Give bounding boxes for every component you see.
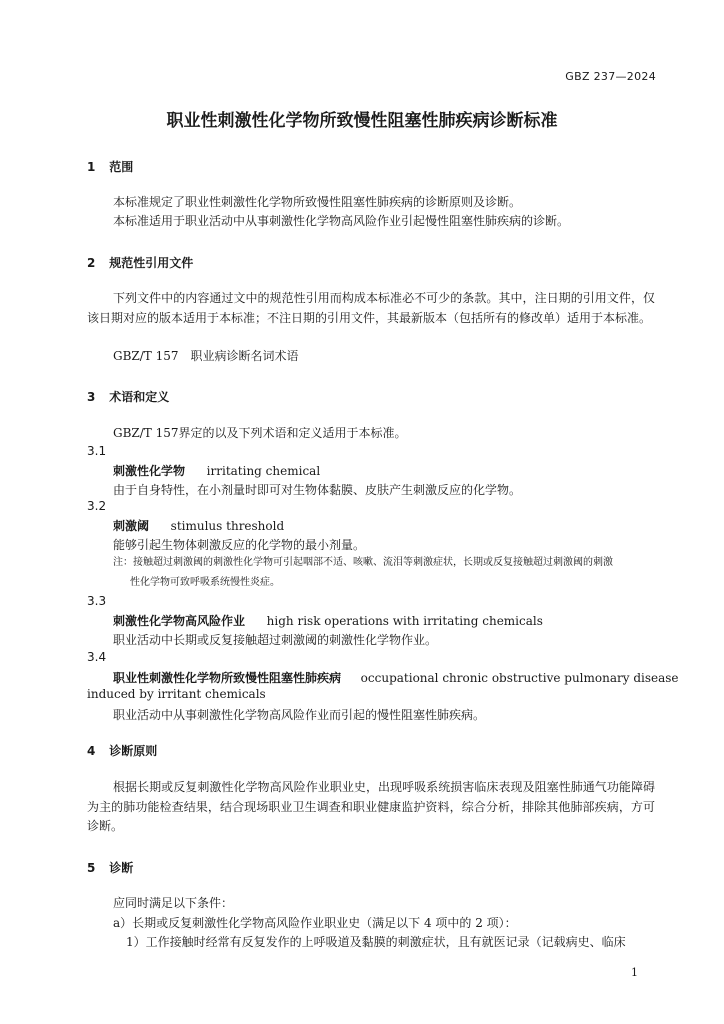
section-title: 规范性引用文件 xyxy=(109,256,194,270)
note-line-1: 注：接触超过刺激阈的刺激性化学物可引起咽部不适、咳嗽、流泪等刺激症状，长期或反复接触超过刺激阈的刺激 xyxy=(113,557,613,568)
diagnosis-item-a-1: 1）工作接触时经常有反复发作的上呼吸道及黏膜的刺激症状，且有就医记录（记载病史、临床 xyxy=(126,935,626,949)
term-3-3 xyxy=(113,612,543,629)
section-4-heading xyxy=(87,742,157,759)
term-chinese: 刺激阈 xyxy=(113,519,150,533)
term-chinese: 职业性刺激性化学物所致慢性阻塞性肺疾病 xyxy=(113,671,342,685)
page-number: 1 xyxy=(631,966,638,979)
term-3-2-number: 3.2 xyxy=(87,499,107,513)
diagnosis-item-a: a）长期或反复刺激性化学物高风险作业职业史（满足以下 4 项中的 2 项）： xyxy=(113,916,517,930)
normative-references-paragraph: 下列文件中的内容通过文中的规范性引用而构成本标准必不可少的条款。其中，注日期的引用文件，仅该日期对应的版本适用于本标准；不注日期的引用文件，其最新版本（包括所有的修改单）适用于本标准。 xyxy=(87,291,655,325)
scope-paragraph-1: 本标准规定了职业性刺激性化学物所致慢性阻塞性肺疾病的诊断原则及诊断。 xyxy=(113,195,522,209)
term-english: occupational chronic obstructive pulmonary disease xyxy=(360,671,679,685)
term-3-3-number: 3.3 xyxy=(87,594,107,608)
document-title: 职业性刺激性化学物所致慢性阻塞性肺疾病诊断标准 xyxy=(166,111,558,131)
section-5-heading xyxy=(87,859,133,876)
section-number: 1 xyxy=(87,160,96,174)
term-3-1-definition: 由于自身特性，在小剂量时即可对生物体黏膜、皮肤产生刺激反应的化学物。 xyxy=(113,483,522,497)
section-title: 术语和定义 xyxy=(109,390,170,404)
term-3-2-definition: 能够引起生物体刺激反应的化学物的最小剂量。 xyxy=(113,538,366,552)
scope-paragraph-2: 本标准适用于职业活动中从事刺激性化学物高风险作业引起慢性阻塞性肺疾病的诊断。 xyxy=(113,214,570,228)
standard-code: GBZ 237—2024 xyxy=(565,70,656,83)
term-3-4-number: 3.4 xyxy=(87,650,107,664)
section-title: 范围 xyxy=(109,160,134,174)
section-title: 诊断原则 xyxy=(109,744,158,758)
term-3-1 xyxy=(113,462,320,479)
section-number: 5 xyxy=(87,861,96,875)
term-chinese: 刺激性化学物高风险作业 xyxy=(113,614,246,628)
section-2-heading xyxy=(87,254,193,271)
diagnosis-principle-paragraph: 根据长期或反复刺激性化学物高风险作业职业史，出现呼吸系统损害临床表现及阻塞性肺通气功能障碍为主的肺功能检查结果，结合现场职业卫生调查和职业健康监护资料，综合分析，排除其他肺部疾病，方可诊断。 xyxy=(87,780,655,833)
section-number: 3 xyxy=(87,390,96,404)
section-1-heading xyxy=(87,158,133,175)
term-3-2 xyxy=(113,517,284,534)
term-3-2-note xyxy=(113,553,655,593)
section-3-heading xyxy=(87,388,169,405)
term-english: stimulus threshold xyxy=(170,519,285,533)
term-3-3-definition: 职业活动中长期或反复接触超过刺激阈的刺激性化学物作业。 xyxy=(113,633,438,647)
term-english: high risk operations with irritating chemicals xyxy=(266,614,543,628)
note-line-2: 性化学物可致呼吸系统慢性炎症。 xyxy=(130,577,280,588)
term-3-4-definition: 职业活动中从事刺激性化学物高风险作业而引起的慢性阻塞性肺疾病。 xyxy=(113,708,486,722)
diagnosis-intro: 应同时满足以下条件： xyxy=(113,896,234,910)
section-number: 2 xyxy=(87,256,96,270)
section-number: 4 xyxy=(87,744,96,758)
term-3-1-number: 3.1 xyxy=(87,444,107,458)
section-title: 诊断 xyxy=(109,861,134,875)
term-english: irritating chemical xyxy=(206,464,321,478)
terms-intro: GBZ/T 157界定的以及下列术语和定义适用于本标准。 xyxy=(113,426,407,440)
term-3-4-english-cont: induced by irritant chemicals xyxy=(87,687,266,701)
term-3-4 xyxy=(113,669,679,686)
reference-entry: GBZ/T 157 职业病诊断名词术语 xyxy=(113,349,299,363)
term-chinese: 刺激性化学物 xyxy=(113,464,186,478)
